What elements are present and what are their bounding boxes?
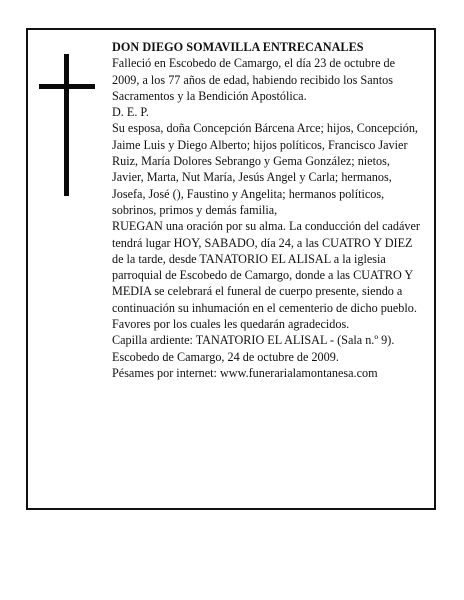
- latin-cross-icon: [64, 54, 69, 196]
- place-date: Escobedo de Camargo, 24 de octubre de 2009.: [112, 349, 339, 364]
- death-announcement: Falleció en Escobedo de Camargo, el día 23 de octubre de 2009, a los 77 años de edad, habiendo recibido los Santos Sacramentos y la Bendición Apostólica.: [112, 56, 396, 103]
- family-list: Su esposa, doña Concepción Bárcena Arce; hijos, Concepción, Jaime Luis y Diego Alberto; hijos políticos, Francisco Javier Ruiz, María Dolores Sebrango y Gema González; nietos, Javier, Marta, Nut María, Jesús Angel y Carla; hermanos, Josefa, José (), Faustino y Angelita; hermanos políticos, sobrinos, primos y demás familia,: [112, 121, 418, 217]
- chapel-info: Capilla ardiente: TANATORIO EL ALISAL - (Sala n.º 9).: [112, 333, 395, 348]
- latin-cross-icon-crossbar: [39, 84, 95, 89]
- obituary-text: [112, 39, 422, 381]
- funeral-details: RUEGAN una oración por su alma. La conducción del cadáver tendrá lugar HOY, SABADO, día 24, a las CUATRO Y DIEZ de la tarde, desde TANATORIO EL ALISAL a la iglesia parroquial de Escobedo de Camargo, donde a las CUATRO Y MEDIA se celebrará el funeral de cuerpo presente, siendo a continuación su inhumación en el cementerio de dicho pueblo. Favores por los cuales les quedarán agradecidos.: [112, 219, 420, 332]
- rip-line: D. E. P.: [112, 105, 149, 120]
- deceased-name: DON DIEGO SOMAVILLA ENTRECANALES: [112, 40, 364, 54]
- condolences-web: Pésames por internet: www.funerarialamontanesa.com: [112, 365, 378, 380]
